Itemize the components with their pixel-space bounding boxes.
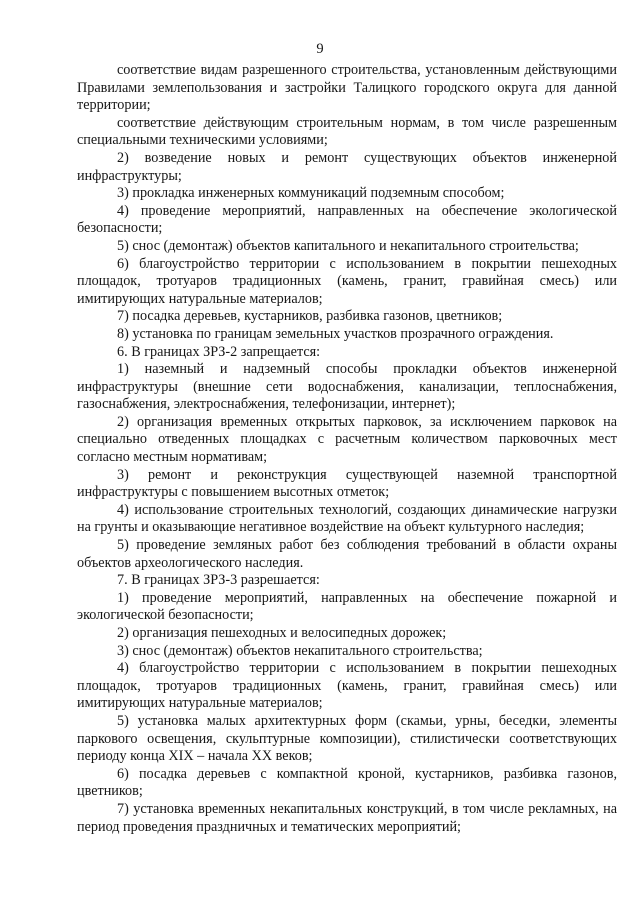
- paragraph: 3) прокладка инженерных коммуникаций подземным способом;: [117, 185, 505, 202]
- section-heading: 6. В границах ЗРЗ-2 запрещается:: [117, 343, 321, 360]
- paragraph: 4) использование строительных технологий, создающих динамические нагрузки на грунты и оказывающие негативное воздействие на объект культурного наследия;: [77, 501, 617, 536]
- paragraph: 3) снос (демонтаж) объектов некапитального строительства;: [117, 642, 483, 659]
- paragraph: соответствие действующим строительным нормам, в том числе разрешенным специальными техническими условиями;: [77, 114, 617, 149]
- paragraph: 1) наземный и надземный способы прокладки объектов инженерной инфраструктуры (внешние сети водоснабжения, канализации, теплоснабжения, газоснабжения, электроснабжения, телефонизации, интернет);: [77, 361, 617, 413]
- paragraph: 3) ремонт и реконструкция существующей наземной транспортной инфраструктуры с повышением высотных отметок;: [77, 466, 617, 501]
- paragraph: 6) посадка деревьев с компактной кроной, кустарников, разбивка газонов, цветников;: [77, 765, 617, 800]
- paragraph: 6) благоустройство территории с использованием в покрытии пешеходных площадок, тротуаров традиционных (камень, гранит, гравийная смесь) или имитирующих натуральные материалов;: [77, 255, 617, 307]
- paragraph: соответствие видам разрешенного строительства, установленным действующими Правилами землепользования и застройки Талицкого городского округа для данной территории;: [77, 62, 617, 114]
- paragraph: 2) организация пешеходных и велосипедных дорожек;: [117, 625, 447, 641]
- section-heading: 7. В границах ЗРЗ-3 разрешается:: [117, 572, 320, 589]
- paragraph: 4) проведение мероприятий, направленных на обеспечение экологической безопасности;: [77, 202, 617, 237]
- paragraph: 5) проведение земляных работ без соблюдения требований в области охраны объектов археологического наследия.: [77, 537, 617, 571]
- paragraph: 2) организация временных открытых парковок, за исключением парковок на специально отведенных площадках с расчетным количеством парковочных мест согласно местным нормативам;: [77, 413, 617, 466]
- paragraph: 5) установка малых архитектурных форм (скамьи, урны, беседки, элементы паркового освещения, скульптурные композиции), стилистически соответствующих периоду конца XIX – начала XX веков;: [77, 712, 617, 765]
- paragraph: 8) установка по границам земельных участков прозрачного ограждения.: [117, 325, 554, 342]
- document-body: [77, 62, 617, 836]
- paragraph: 4) благоустройство территории с использованием в покрытии пешеходных площадок, тротуаров традиционных (камень, гранит, гравийная смесь) или имитирующих натуральные материалов;: [77, 660, 617, 712]
- paragraph: 1) проведение мероприятий, направленных на обеспечение пожарной и экологической безопасности;: [77, 589, 617, 624]
- paragraph: 7) установка временных некапитальных конструкций, в том числе рекламных, на период проведения праздничных и тематических мероприятий;: [77, 800, 617, 835]
- paragraph: 7) посадка деревьев, кустарников, разбивка газонов, цветников;: [117, 308, 503, 325]
- page-number: 9: [316, 41, 324, 57]
- paragraph: 2) возведение новых и ремонт существующих объектов инженерной инфраструктуры;: [77, 149, 617, 184]
- paragraph: 5) снос (демонтаж) объектов капитального и некапитального строительства;: [117, 237, 579, 254]
